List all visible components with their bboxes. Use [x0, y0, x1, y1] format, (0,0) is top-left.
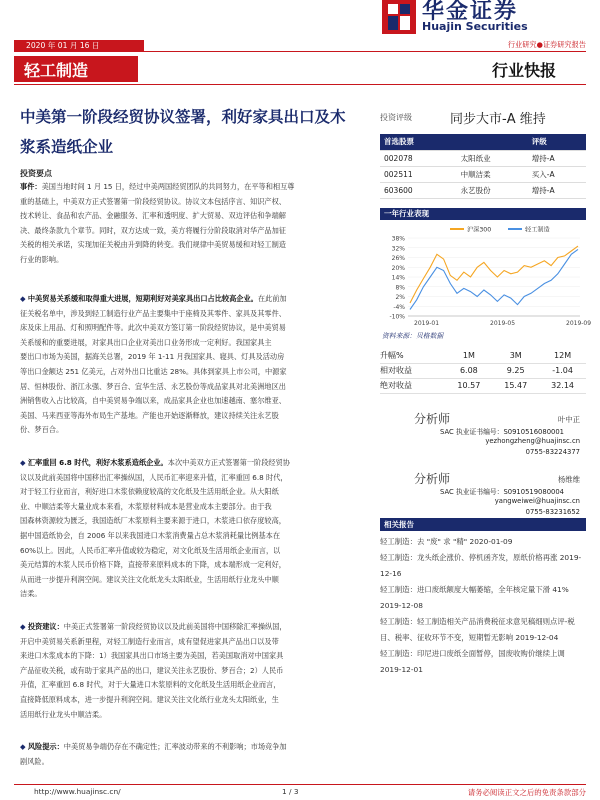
- chart-title-bar: [380, 208, 586, 220]
- analyst-phone: 0755-83231652: [525, 508, 580, 516]
- event-line: 重的基础上，中美双方正式签署第一阶段经贸协议。协议文本包括序言、知识产权、: [20, 196, 286, 206]
- advice-line: 产品征收关税，或有助于家具产品的出口，建议关注永艺股份、梦百合；2）人民币: [20, 665, 284, 675]
- perf-th: 12M: [539, 348, 586, 363]
- analyst-name: 叶中正: [557, 415, 580, 424]
- related-report-link[interactable]: 轻工制造：龙头纸企涨价、停机函齐发，原纸价格再涨 2019-12-16: [380, 553, 582, 578]
- trade-line: 床及床上用品、灯和照明配件等。此次中美双方签订第一阶段经贸协议，是中美贸易: [20, 323, 286, 333]
- performance-table: [380, 348, 586, 394]
- analyst-email[interactable]: yezhongzheng@huajinsc.cn: [485, 437, 580, 445]
- fx-line: 议以及此前美国将中国移出汇率操纵国，人民币汇率迎来升值，汇率重回 6.8 时代，: [20, 472, 288, 482]
- logo-icon: [382, 0, 416, 34]
- stock-code: 603600: [380, 182, 461, 198]
- analyst-name: 杨维维: [557, 475, 580, 484]
- stock-table-header: [380, 134, 586, 150]
- perf-label: 绝对收益: [380, 378, 445, 393]
- related-title-bar: [380, 518, 586, 531]
- stock-rating: 增持-A: [532, 182, 586, 198]
- advice-line: 升值，汇率重回 6.8 时代，对于大量进口木浆原料的文化纸及生活用纸企业而言，: [20, 680, 281, 690]
- trade-line: 关系缓和的重要进展，对家具出口企业对美出口业务形成一定利好。我国家具主: [20, 337, 272, 347]
- fx-line: 60%以上。因此，人民币汇率升值或较为稳定，对文化纸及生活用纸企业而言，以: [20, 545, 281, 555]
- stock-name: 太阳纸业: [461, 150, 532, 166]
- analyst-cert: SAC 执业证书编号：S0910516080001: [440, 428, 564, 436]
- footer-url[interactable]: http://www.huajinsc.cn/: [34, 787, 121, 796]
- analyst-email[interactable]: yangweiwei@huajinsc.cn: [494, 497, 580, 505]
- stock-code: 002511: [380, 166, 461, 182]
- event-line: 关税的相关承诺，实现加征关税由升到降的转变。我们规律中美贸易缓和对轻工制造: [20, 240, 286, 250]
- advice-line: 活用纸行业龙头中顺洁柔。: [20, 709, 107, 719]
- perf-row: [380, 378, 586, 393]
- trade-line: 洲销售收入占比较高，自中美贸易争端以来，成品家具企业也加速越南、塞尔维亚、: [20, 396, 286, 406]
- diamond-bullet: ◆: [20, 294, 28, 303]
- legend-label: 轻工制造: [525, 226, 550, 234]
- chart-source: 资料来源：贝格数据: [382, 332, 444, 340]
- sector-banner: [14, 56, 138, 82]
- diamond-bullet: ◆: [20, 742, 28, 751]
- title-line-2: 浆系造纸企业: [20, 138, 114, 156]
- title-line-1: 中美第一阶段经贸协议签署，利好家具出口及木: [20, 108, 346, 126]
- event-line: 决、最终条款九个章节。同时，双方达成一致，美方将履行分阶段取消对华产品加征: [20, 225, 286, 235]
- trade-paragraph: [20, 292, 367, 438]
- y-tick-label: 2%: [395, 294, 405, 301]
- related-report-link[interactable]: 轻工制造：进口废纸额度大幅萎缩，全年核定量下滑 41% 2019-12-08: [380, 585, 569, 610]
- analyst-label: 分析师: [414, 412, 451, 426]
- page-number: 1 / 3: [282, 787, 299, 796]
- related-reports-list: [380, 534, 586, 678]
- advice-paragraph: [20, 620, 367, 722]
- trade-line: 要出口市场为美国，据海关总署，2019 年 1-11 月我国家具、寝具、灯具及活动房: [20, 352, 285, 362]
- related-report-link[interactable]: 轻工制造：去 "废" 求 "精" 2020-01-09: [380, 537, 513, 546]
- fx-line: 据中国造纸协会，自 2006 年以来我国进口木浆消费量占总木浆消耗量比例基本在: [20, 530, 281, 540]
- related-report-link[interactable]: 轻工制造：轻工制造相关产品消费税征求意见稿细则点评-税目、税率、征收环节不变，短期暂无影响 2019-12-04: [380, 617, 575, 642]
- trade-line: 等出口金额达 251 亿美元，占对外出口比重达 28%。具体到家具上市公司，中源家: [20, 366, 287, 376]
- perf-row: [380, 363, 586, 378]
- advice-lead: 投资建议：: [27, 622, 64, 631]
- stock-row: [380, 182, 586, 198]
- series-line-csi300: [410, 246, 578, 303]
- report-date: 2020 年 01 月 16 日: [26, 41, 100, 50]
- risk-lead: 风险提示：: [27, 742, 64, 751]
- event-lead: 事件：: [20, 182, 42, 191]
- disclaimer-note: 请务必阅读正文之后的免责条款部分: [467, 788, 586, 797]
- stock-pick-table: [380, 134, 586, 199]
- industry-performance-chart: [380, 222, 592, 328]
- fx-line: 从而进一步提升利润空间。建议关注文化纸龙头太阳纸业，生活用纸行业龙头中顺: [20, 574, 279, 584]
- perf-value: 15.47: [492, 378, 539, 393]
- risk-line: 剧风险。: [20, 756, 49, 766]
- trade-lead: 中美贸易关系缓和取得重大进展，短期利好对美家具出口占比较高企业。: [27, 294, 258, 303]
- perf-th: 升幅%: [380, 348, 445, 363]
- advice-line: 直接降低原料成本，进一步提升利润空间。建议关注文化纸行业龙头太阳纸业，生: [20, 694, 279, 704]
- risk-paragraph: [20, 740, 367, 769]
- event-paragraph: [20, 180, 367, 268]
- rating-label: 投资评级: [380, 113, 412, 122]
- trade-line: 美国、马来西亚等海外布局生产基地。产能也开始逐渐释放，建议持续关注永艺股: [20, 410, 279, 420]
- stock-name: 永艺股份: [461, 182, 532, 198]
- fx-line: 美元结算的木浆人民币价格下降，直接带来原料成本的下降，成本端形成一定利好，: [20, 560, 286, 570]
- perf-value: 32.14: [539, 378, 586, 393]
- y-tick-label: 8%: [395, 284, 405, 292]
- analyst-card: [380, 410, 586, 470]
- analyst-phone: 0755-83224377: [525, 448, 580, 456]
- x-tick-label: 2019-01: [414, 320, 440, 327]
- date-bar: [14, 40, 586, 52]
- event-line: 美国当地时间 1 月 15 日，经过中美两国经贸团队的共同努力，在平等和相互尊: [41, 182, 295, 191]
- y-tick-label: 26%: [391, 255, 405, 262]
- trade-line: 份、梦百合。: [20, 425, 64, 435]
- perf-value: 10.57: [445, 378, 492, 393]
- stock-name: 中顺洁柔: [461, 166, 532, 182]
- fx-lead: 汇率重回 6.8 时代，利好木浆系造纸企业。: [27, 458, 168, 467]
- fx-line: 洁柔。: [20, 589, 42, 599]
- stock-row: [380, 150, 586, 166]
- y-tick-label: 38%: [391, 235, 405, 243]
- logo-text-en: Huajin Securities: [422, 20, 528, 33]
- fx-line: 国森林资源较为匮乏，我国造纸厂木浆原料主要来源于进口，木浆进口依存度较高，: [20, 516, 286, 526]
- date-tab: [14, 40, 144, 52]
- advice-line: 开启中美贸易关系新里程，对轻工制造行业而言，成有望促进家具产品出口以及带: [20, 636, 279, 646]
- y-tick-label: 20%: [391, 264, 405, 272]
- chart-title: 一年行业表现: [384, 209, 429, 218]
- perf-value: -1.04: [539, 363, 586, 378]
- event-line: 技术转让、食品和农产品、金融服务、汇率和透明度、扩大贸易、双边评估和争端解: [20, 211, 286, 221]
- y-tick-label: 32%: [391, 245, 405, 253]
- th-name: [461, 134, 532, 150]
- rating-block: [380, 108, 586, 130]
- fx-line: 业、中顺洁柔等大量业成本来看，木浆原材料成本是营业成本主要部分。由于我: [20, 501, 272, 511]
- trade-line: 征关税名单中，涉及到轻工制造行业产品主要集中于座椅及其零件、家具及其零件、: [20, 308, 286, 318]
- perf-header-row: [380, 348, 586, 363]
- analyst-cert: SAC 执业证书编号：S0910519080004: [440, 488, 564, 496]
- sector-name: 轻工制造: [24, 61, 89, 80]
- article-title: [20, 102, 370, 162]
- perf-label: 相对收益: [380, 363, 445, 378]
- key-points-label: 投资要点: [20, 169, 52, 178]
- th-rating: 评级: [532, 134, 586, 150]
- risk-line: 中美贸易争端仍存在不确定性；汇率波动带来的不利影响；市场竞争加: [63, 742, 287, 751]
- stock-row: [380, 166, 586, 182]
- report-type: 行业快报: [492, 61, 557, 80]
- y-tick-label: 14%: [391, 274, 405, 282]
- advice-line: 中美正式签署第一阶段经贸协议以及此前美国将中国移除汇率操纵国，: [63, 622, 287, 631]
- sector-line: [14, 84, 586, 85]
- stock-rating: 买入-A: [532, 166, 586, 182]
- stock-code: 002078: [380, 150, 461, 166]
- footer: [14, 784, 586, 798]
- logo-text-cn: 华金证券: [422, 0, 519, 24]
- related-title: 相关报告: [384, 520, 414, 529]
- legend-label: 沪深300: [467, 226, 492, 234]
- x-tick-label: 2019-09: [566, 320, 592, 327]
- event-line: 行业的影响。: [20, 254, 64, 264]
- fx-line: 本次中美双方正式签署第一阶段经贸协: [167, 458, 290, 467]
- x-tick-label: 2019-05: [490, 320, 516, 327]
- perf-value: 6.08: [445, 363, 492, 378]
- trade-line: 在此前加: [257, 294, 287, 303]
- th-stock: 首选股票: [380, 134, 461, 150]
- perf-th: 3M: [492, 348, 539, 363]
- stock-rating: 增持-A: [532, 150, 586, 166]
- report-category-tags: 行业研究●证券研究报告: [507, 40, 586, 49]
- trade-line: 居、恒林股份、浙江永强、梦百合、宜华生活、永艺股份等成品家具对北美洲地区出: [20, 381, 286, 391]
- analyst-label: 分析师: [414, 472, 451, 486]
- perf-th: 1M: [445, 348, 492, 363]
- y-tick-label: -10%: [389, 313, 405, 321]
- perf-value: 9.25: [492, 363, 539, 378]
- y-tick-label: -4%: [393, 303, 405, 311]
- fx-line: 对于轻工行业而言，利好进口木浆依赖度较高的文化纸及生活用纸企业。从大阳纸: [20, 487, 279, 497]
- rating-value: 同步大市-A 维持: [450, 112, 546, 127]
- fx-paragraph: [20, 456, 367, 602]
- advice-line: 来进口木浆成本的下降：1）我国家具出口市场主要为美国，若美国取消对中国家具: [20, 651, 284, 661]
- related-report-link[interactable]: 轻工制造：印尼进口废纸全面暂停，国废收购价继续上调 2019-12-01: [380, 649, 565, 674]
- diamond-bullet: ◆: [20, 622, 28, 631]
- logo: [382, 0, 600, 36]
- diamond-bullet: ◆: [20, 458, 28, 467]
